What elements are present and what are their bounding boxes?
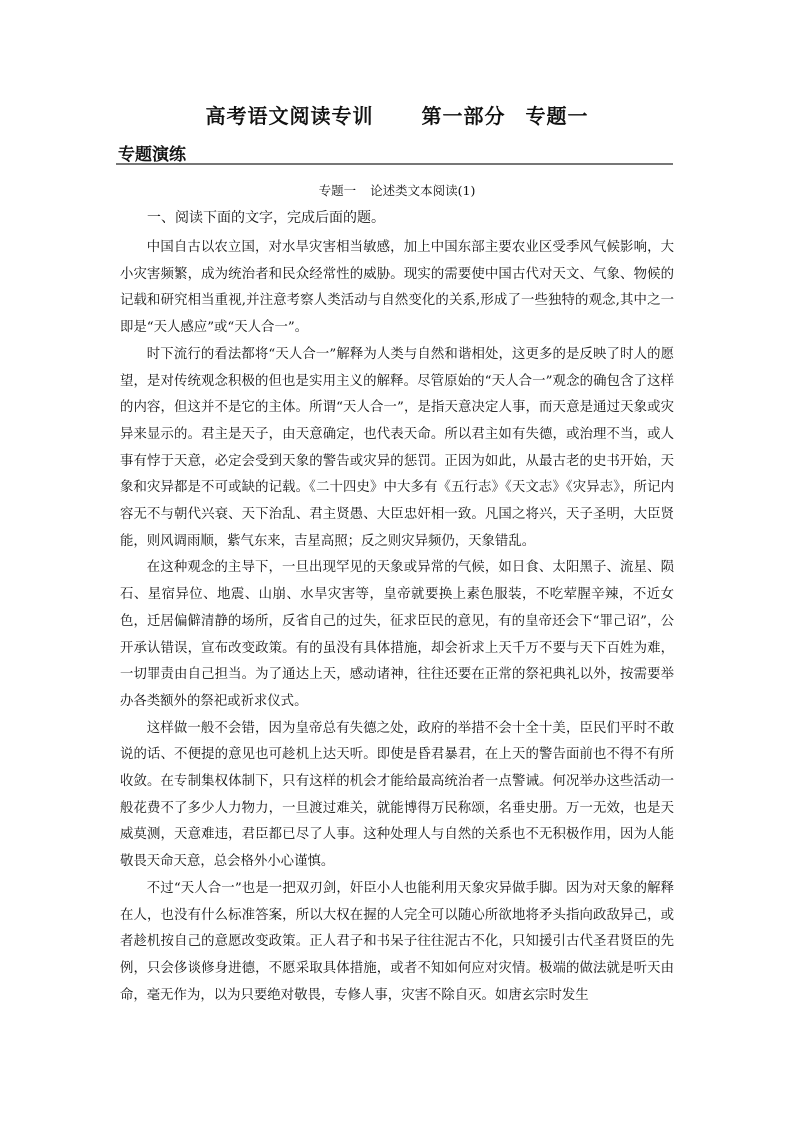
subtitle-topic: 专题一 [318, 183, 357, 198]
paragraph-4: 这样做一般不会错，因为皇帝总有失德之处，政府的举措不会十全十美，臣民们平时不敢说的话、不便提的意见也可趁机上达天听。即使是昏君暴君，在上天的警告面前也不得不有所收敛。在专制集权体制下，只有这样的机会才能给最高统治者一点警诫。何况举办这些活动一般花费不了多少人力物力，一旦渡过难关，就能博得万民称颂，名垂史册。万一无效，也是天威莫测，天意难违，君臣都已尽了人事。这种处理人与自然的关系也不无积极作用，因为人能敬畏天命天意，总会格外小心谨慎。 [120, 720, 674, 870]
section-divider [116, 163, 673, 165]
header-topic-label: 专题一 [525, 104, 589, 128]
document-header [0, 100, 794, 129]
header-part-label: 第一部分 [421, 104, 506, 128]
question-instruction: 一、阅读下面的文字，完成后面的题。 [147, 210, 385, 226]
subtitle-name: 论述类文本阅读(1) [370, 183, 476, 198]
paragraph-5: 不过“天人合一”也是一把双刃剑，奸臣小人也能利用天象灾异做手脚。因为对天象的解释在人，也没有什么标准答案，所以大权在握的人完全可以随心所欲地将矛头指向政敌异己，或者趁机按自己的意愿改变政策。正人君子和书呆子往往泥古不化，只知援引古代圣君贤臣的先例，只会侈谈修身进德，不愿采取具体措施，或者不知如何应对灾情。极端的做法就是听天由命，毫无作为，以为只要绝对敬畏，专修人事，灾害不除自灭。如唐玄宗时发生 [120, 880, 674, 1003]
section-label: 专题演练 [118, 145, 186, 165]
topic-subtitle [0, 181, 794, 199]
paragraph-3: 在这种观念的主导下，一旦出现罕见的天象或异常的气候，如日食、太阳黑子、流星、陨石、星宿异位、地震、山崩、水旱灾害等，皇帝就要换上素色服装，不吃荤腥辛辣，不近女色，迁居偏僻清静的场所，反省自己的过失，征求臣民的意见，有的皇帝还会下“罪己诏”，公开承认错误，宣布改变政策。有的虽没有具体措施，却会祈求上天千万不要与天下百姓为难，一切罪责由自己担当。为了通达上天，感动诸神，往往还要在正常的祭祀典礼以外，按需要举办各类额外的祭祀或祈求仪式。 [120, 560, 674, 709]
reading-passage [120, 235, 674, 1009]
header-series-title: 高考语文阅读专训 [205, 104, 374, 128]
paragraph-1: 中国自古以农立国，对水旱灾害相当敏感，加上中国东部主要农业区受季风气候影响，大小灾害频繁，成为统治者和民众经常性的威胁。现实的需要使中国古代对天文、气象、物候的记载和研究相当重视,并注意考察人类活动与自然变化的关系,形成了一些独特的观念,其中之一即是“天人感应”或“天人合一”。 [120, 240, 674, 336]
paragraph-2: 时下流行的看法都将“天人合一”解释为人类与自然和谐相处，这更多的是反映了时人的愿望，是对传统观念积极的但也是实用主义的解释。尽管原始的“天人合一”观念的确包含了这样的内容，但这并不是它的主体。所谓“天人合一”，是指天意决定人事，而天意是通过天象或灾异来显示的。君主是天子，由天意确定，也代表天命。所以君主如有失德，或治理不当，或人事有悖于天意，必定会受到天象的警告或灾异的惩罚。正因为如此，从最古老的史书开始，天象和灾异都是不可或缺的记载。《二十四史》中大多有《五行志》《天文志》《灾异志》，所记内容无不与朝代兴衰、天下治乱、君主贤愚、大臣忠奸相一致。凡国之将兴，天子圣明，大臣贤能，则风调雨顺，紫气东来，吉星高照；反之则灾异频仍，天象错乱。 [120, 346, 674, 549]
